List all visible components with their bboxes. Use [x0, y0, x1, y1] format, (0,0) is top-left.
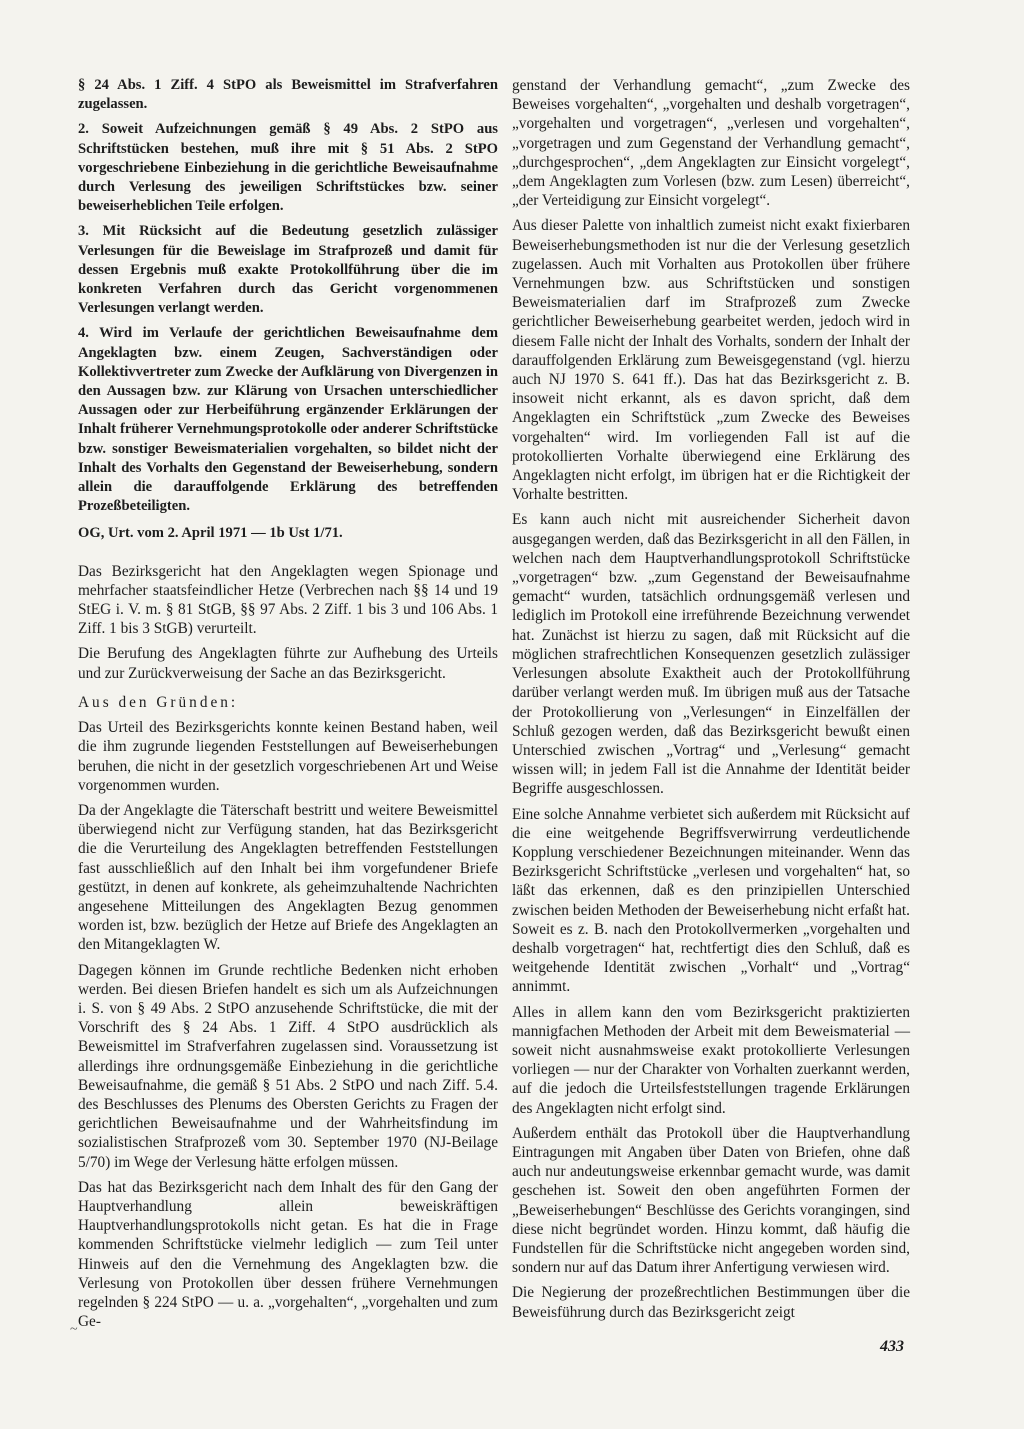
body-paragraph: Aus dieser Palette von inhaltlich zumeist nicht exakt fixierbaren Beweiserhebungsmethoden ist nur die der Verlesung gesetzlich zugelassen. Auch mit Vorhalten aus Protokollen über frühere Vernehmungen bzw. aus Schriftstücken und sonstigen Beweismaterialien darf im Strafprozeß zum Zwecke gerichtlicher Beweiserhebung gearbeitet werden, jedoch wird in diesem Falle nicht der Inhalt des Vorhalts, sondern der Inhalt der darauffolgenden Erklärung zum Beweisgegenstand (vgl. hierzu auch NJ 1970 S. 641 ff.). Das hat das Bezirksgericht z. B. insoweit nicht erkannt, als es davon spricht, daß dem Angeklagten ein Schriftstück „zum Zwecke des Beweises vorgehalten“ wird. Im vorliegenden Fall ist auf die protokollierten Vorhalte überwiegend eine Erklärung des Angeklagten nicht erfolgt, im übrigen hat er die Richtigkeit der Vorhalte bestritten.: [512, 217, 910, 504]
headnote-paragraph: 4. Wird im Verlaufe der gerichtlichen Beweisaufnahme dem Angeklagten bzw. einem Zeugen, Sachverständigen oder Kollektivvertreter zum Zwecke der Aufklärung von Divergenzen in den Aussagen bzw. zur Klärung von Ursachen unterschiedlicher Aussagen oder zur Herbeiführung ergänzender Erklärungen der Inhalt früherer Vernehmungsprotokolle oder anderer Schriftstücke bzw. sonstiger Beweismaterialien vorgehalten, so bildet nicht der Inhalt des Vorhalts den Gegenstand der Beweiserhebung, sondern allein die darauffolgende Erklärung des betreffenden Prozeßbeteiligten.: [78, 325, 498, 515]
left-column: [78, 76, 498, 1337]
body-paragraph: Das Urteil des Bezirksgerichts konnte keinen Bestand haben, weil die ihm zugrunde liegenden Feststellungen auf Beweiserhebungen beruhen, die nicht in der gesetzlich vorgeschriebenen Art und Weise vorgenommen wurden.: [78, 719, 498, 794]
headnote: [78, 76, 498, 516]
body-paragraph: Alles in allem kann den vom Bezirksgericht praktizierten mannigfachen Methoden der Arbeit mit dem Beweismaterial — soweit nicht ausnahmsweise exakt protokollierte Verlesungen vorliegen — nur der Charakter von Vorhalten zuerkannt werden, auf die jedoch die Urteilsfeststellungen tragende Erklärungen des Angeklagten nicht erfolgt sind.: [512, 1003, 910, 1117]
intro-paragraph: Die Berufung des Angeklagten führte zur Aufhebung des Urteils und zur Zurückverweisung der Sache an das Bezirksgericht.: [78, 645, 498, 682]
body-paragraph: Das hat das Bezirksgericht nach dem Inhalt des für den Gang der Hauptverhandlung allein beweiskräftigen Hauptverhandlungsprotokolls nicht getan. Es hat die in Frage kommenden Schriftstücke vielmehr lediglich — zum Teil unter Hinweis auf den die Vernehmung des Angeklagten bzw. die Verlesung von Protokollen über dessen frühere Vernehmungen regelnden § 224 StPO — u. a. „vorgehalten“, „vorgehalten und zum Ge-: [78, 1178, 498, 1331]
intro-paragraph: Das Bezirksgericht hat den Angeklagten wegen Spionage und mehrfacher staatsfeindlicher Hetze (Verbrechen nach §§ 14 und 19 StEG i. V. m. § 81 StGB, §§ 97 Abs. 2 Ziff. 1 bis 3 und 106 Abs. 1 Ziff. 1 bis 3 StGB) verurteilt.: [78, 562, 498, 638]
section-title: Aus den Gründen:: [78, 693, 239, 711]
body-paragraph: Es kann auch nicht mit ausreichender Sicherheit davon ausgegangen werden, daß das Bezirksgericht in all den Fällen, in welchen nach dem Hauptverhandlungsprotokoll Schriftstücke „vorgetragen“ bzw. „zum Gegenstand der Beweisaufnahme gemacht“ wurden, tatsächlich ordnungsgemäß verlesen und lediglich im Protokoll eine irreführende Bezeichnung verwendet hat. Zunächst ist hierzu zu sagen, daß mit Rücksicht auf die möglichen strafrechtlichen Konsequenzen gesetzlich zulässiger Verlesungen absolute Exaktheit auch der Protokollführung darüber verlangt werden muß. Im übrigen muß aus der Tatsache der Protokollierung von „Verlesungen“ in Einzelfällen der Schluß gezogen werden, daß das Bezirksgericht bewußt einen Unterschied zwischen „Vortrag“ und „Verlesung“ gemacht wissen will; in jedem Fall ist die Annahme der Identität beider Begriffe ausgeschlossen.: [512, 511, 910, 798]
headnote-paragraph: 3. Mit Rücksicht auf die Bedeutung gesetzlich zulässiger Verlesungen für die Beweislage im Strafprozeß und damit für dessen Ergebnis muß exakte Protokollführung über die im konkreten Verfahren durch das Gericht vorgenommenen Verlesungen verlangt werden.: [78, 223, 498, 317]
court-citation: OG, Urt. vom 2. April 1971 — 1b Ust 1/71.: [78, 525, 343, 542]
body-paragraph: Die Negierung der prozeßrechtlichen Bestimmungen über die Beweisführung durch das Bezirksgericht zeigt: [512, 1284, 910, 1321]
right-column: [512, 76, 910, 1328]
headnote-paragraph: 2. Soweit Aufzeichnungen gemäß § 49 Abs. 2 StPO aus Schriftstücken bestehen, muß ihre mit § 51 Abs. 2 StPO vorgeschriebene Einbeziehung in die gerichtliche Beweisaufnahme durch Verlesung des jeweiligen Schriftstückes bzw. seiner beweiserheblichen Teile erfolgen.: [78, 121, 498, 215]
body-paragraph: genstand der Verhandlung gemacht“, „zum Zwecke des Beweises vorgehalten“, „vorgehalten und deshalb vorgetragen“, „vorgehalten und vorgetragen“, „verlesen und vorgehalten“, „vorgetragen und zum Gegenstand der Verhandlung gemacht“, „durchgesprochen“, „dem Angeklagten zur Einsicht vorgelegt“, „dem Angeklagten zum Vorlesen (bzw. zum Lesen) überreicht“, „der Verteidigung zur Einsicht vorgelegt“.: [512, 77, 910, 210]
headnote-paragraph: § 24 Abs. 1 Ziff. 4 StPO als Beweismittel im Strafverfahren zugelassen.: [78, 77, 498, 113]
body-paragraph: Außerdem enthält das Protokoll über die Hauptverhandlung Eintragungen mit Angaben über Daten von Briefen, ohne daß auch nur andeutungsweise erkennbar gemacht wurde, was damit geschehen ist. Soweit den oben angeführten Formen der „Beweiserhebungen“ Beschlüsse des Gerichts vorangingen, sind diese nicht begründet worden. Hinzu kommt, daß häufig die Fundstellen für die Schriftstücke nicht angegeben worden sind, sondern nur auf das Datum ihrer Anfertigung verwiesen wird.: [512, 1124, 910, 1277]
body-paragraph: Da der Angeklagte die Täterschaft bestritt und weitere Beweismittel überwiegend nicht zur Verfügung standen, hat das Bezirksgericht die die Verurteilung des Angeklagten betreffenden Feststellungen fast ausschließlich auf den Inhalt bei ihm vorgefundener Briefe gestützt, in denen auf konkrete, als geheimzuhaltende Nachrichten angesehene Mitteilungen des Angeklagten Bezug genommen worden ist, bzw. bezüglich der Hetze auf Briefe des Angeklagten an den Mitangeklagten W.: [78, 801, 498, 954]
body-paragraph: Eine solche Annahme verbietet sich außerdem mit Rücksicht auf die eine weitgehende Begriffsverwirrung verdeutlichende Kopplung verschiedener Bezeichnungen miteinander. Wenn das Bezirksgericht Schriftstücke „verlesen und vorgehalten“ hat, so läßt das erkennen, daß es den prinzipiellen Unterschied zwischen beiden Methoden der Beweiserhebung nicht erfaßt hat. Soweit es z. B. nach den Protokollvermerken „vorgehalten und deshalb vorgetragen“ hat, rechtfertigt dies den Schluß, daß es weitgehende Identität zwischen „Vorhalt“ und „Vortrag“ annimmt.: [512, 805, 910, 996]
margin-mark: ~: [70, 1322, 78, 1337]
page-number: 433: [880, 1338, 904, 1355]
body-paragraph: Dagegen können im Grunde rechtliche Bedenken nicht erhoben werden. Bei diesen Briefen handelt es sich um als Aufzeichnungen i. S. von § 49 Abs. 2 StPO anzusehende Schriftstücke, die mit der Vorschrift des § 24 Abs. 1 Ziff. 4 StPO ausdrücklich als Beweismittel im Strafverfahren zugelassen sind. Voraussetzung ist allerdings ihre ordnungsgemäße Einbeziehung in die gerichtliche Beweisaufnahme, die gemäß § 51 Abs. 2 StPO und nach Ziff. 5.4. des Beschlusses des Plenums des Obersten Gerichts zu Fragen der gerichtlichen Beweisaufnahme und der Wahrheitsfindung im sozialistischen Strafprozeß vom 30. September 1970 (NJ-Beilage 5/70) im Wege der Verlesung hätte erfolgen müssen.: [78, 961, 498, 1171]
